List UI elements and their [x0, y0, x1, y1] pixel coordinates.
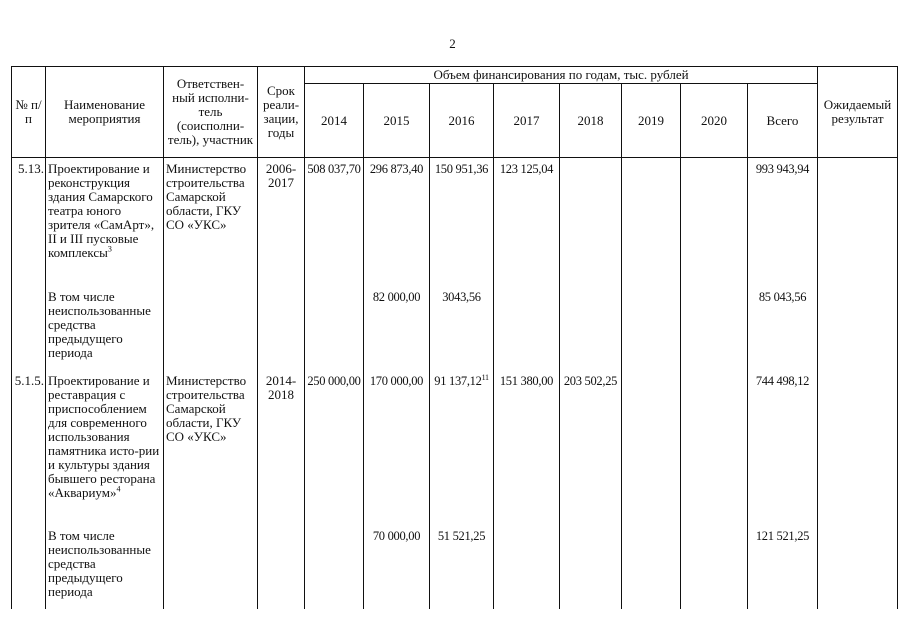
header-executor: Ответствен-ный исполни-тель (соисполни-тель), участник: [164, 67, 258, 158]
table-row: [12, 370, 898, 513]
value-2019: [622, 513, 681, 609]
value-2015: 170 000,00: [364, 370, 430, 513]
row-index: 5.13.: [12, 158, 46, 275]
row-executor: Министерство строительства Самарской области, ГКУ СО «УКС»: [164, 370, 258, 513]
header-year-2018: 2018: [560, 84, 622, 158]
row-executor: Министерство строительства Самарской области, ГКУ СО «УКС»: [164, 158, 258, 275]
header-name: Наименование мероприятия: [46, 67, 164, 158]
value-2015: 82 000,00: [364, 274, 430, 370]
header-year-2016: 2016: [430, 84, 494, 158]
row-index: [12, 513, 46, 609]
table-row: [12, 274, 898, 370]
value-2019: [622, 274, 681, 370]
value-2014: [305, 274, 364, 370]
value-2019: [622, 158, 681, 275]
value-2017: 151 380,00: [494, 370, 560, 513]
header-year-2014: 2014: [305, 84, 364, 158]
row-result: [818, 370, 898, 513]
value-2018: 203 502,25: [560, 370, 622, 513]
row-name: В том числе неиспользованные средства предыдущего периода: [46, 513, 164, 609]
value-2017: 123 125,04: [494, 158, 560, 275]
financing-table-container: [11, 66, 897, 609]
footnote-mark: 11: [481, 372, 489, 382]
row-result: [818, 274, 898, 370]
header-term: Срок реали-зации, годы: [258, 67, 305, 158]
value-2019: [622, 370, 681, 513]
value-2020: [681, 513, 748, 609]
footnote-mark: 3: [107, 244, 112, 254]
value-2016: 51 521,25: [430, 513, 494, 609]
footnote-mark: 4: [116, 484, 121, 494]
table-row: [12, 513, 898, 609]
header-result: Ожидаемый результат: [818, 67, 898, 158]
row-result: [818, 513, 898, 609]
value-2016: 91 137,12$^{11}$: [430, 370, 494, 513]
financing-table: [11, 66, 898, 609]
value-2015: 70 000,00: [364, 513, 430, 609]
value-total: 85 043,56: [748, 274, 818, 370]
row-name: Проектирование и реконструкция здания Самарского театра юного зрителя «СамАрт», II и III пусковые комплексы$^3$: [46, 158, 164, 275]
value-2014: [305, 513, 364, 609]
value-total: 121 521,25: [748, 513, 818, 609]
value-2016: 3043,56: [430, 274, 494, 370]
table-header: [12, 67, 898, 158]
row-executor: [164, 513, 258, 609]
page-number: 2: [449, 36, 456, 51]
value-2017: [494, 274, 560, 370]
header-total: Всего: [748, 84, 818, 158]
value-2018: [560, 274, 622, 370]
value-total: 993 943,94: [748, 158, 818, 275]
row-term: [258, 274, 305, 370]
header-year-2015: 2015: [364, 84, 430, 158]
header-financing: Объем финансирования по годам, тыс. рублей: [305, 67, 818, 84]
row-name: Проектирование и реставрация с приспособлением для современного использования памятника исто-рии и культуры здания бывшего ресторана «Аквариум»$^4$: [46, 370, 164, 513]
value-total: 744 498,12: [748, 370, 818, 513]
table-row: [12, 158, 898, 275]
value-2016: 150 951,36: [430, 158, 494, 275]
header-year-2019: 2019: [622, 84, 681, 158]
header-num: № п/п: [12, 67, 46, 158]
value-2018: [560, 158, 622, 275]
row-index: 5.1.5.: [12, 370, 46, 513]
value-2014: 250 000,00: [305, 370, 364, 513]
row-executor: [164, 274, 258, 370]
value-2020: [681, 370, 748, 513]
value-2014: 508 037,70: [305, 158, 364, 275]
row-term: 2006-2017: [258, 158, 305, 275]
row-name: В том числе неиспользованные средства предыдущего периода: [46, 274, 164, 370]
value-2015: 296 873,40: [364, 158, 430, 275]
value-2017: [494, 513, 560, 609]
row-term: [258, 513, 305, 609]
value-2020: [681, 158, 748, 275]
row-index: [12, 274, 46, 370]
value-2020: [681, 274, 748, 370]
row-term: 2014-2018: [258, 370, 305, 513]
row-result: [818, 158, 898, 275]
value-2018: [560, 513, 622, 609]
header-year-2020: 2020: [681, 84, 748, 158]
header-year-2017: 2017: [494, 84, 560, 158]
